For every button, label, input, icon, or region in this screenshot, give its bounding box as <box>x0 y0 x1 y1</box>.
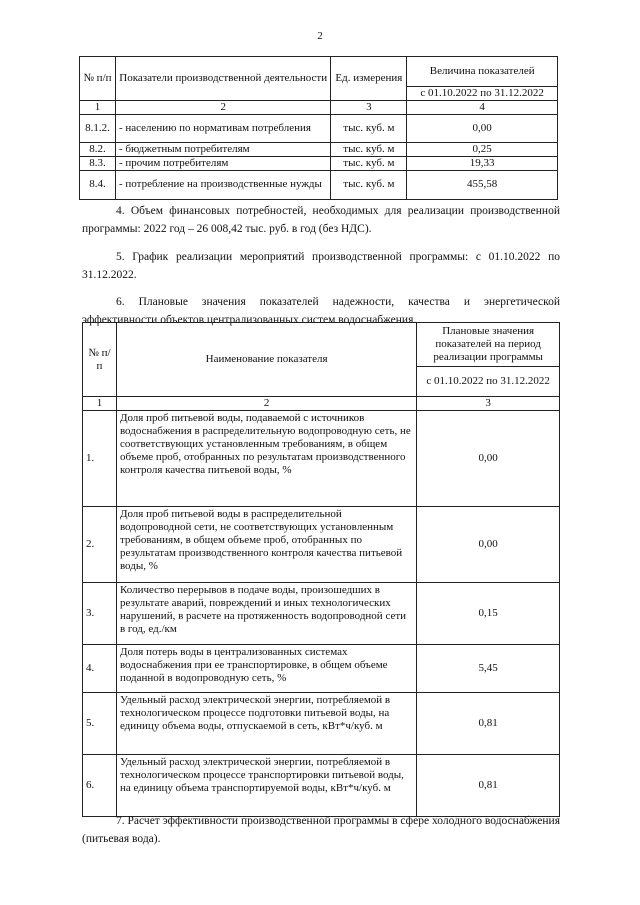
table-row <box>83 754 560 816</box>
col-number: 2 <box>116 397 416 411</box>
header-unit: Ед. измерения <box>331 57 407 101</box>
paragraph-6: 6. Плановые значения показателей надежности, качества и энергетической эффективности объектов централизованных систем водоснабжения. <box>82 296 560 326</box>
production-indicators-table <box>79 56 558 200</box>
row-name: Количество перерывов в подаче воды, произошедших в результате аварий, повреждений и иных технологических нарушений, в расчете на протяженность водопроводной сети в год, ед./км <box>116 582 416 644</box>
row-unit: тыс. куб. м <box>331 170 407 199</box>
table-header-row <box>80 57 558 87</box>
row-unit: тыс. куб. м <box>331 156 407 170</box>
row-num: 8.1.2. <box>80 114 116 142</box>
row-name: - потребление на производственные нужды <box>115 170 330 199</box>
paragraph-7: 7. Расчет эффективности производственной программы в сфере холодного водоснабжения (питьевая вода). <box>82 815 560 845</box>
row-name: - бюджетным потребителям <box>115 142 330 156</box>
table-row <box>80 156 558 170</box>
page-number: 2 <box>317 30 323 42</box>
row-unit: тыс. куб. м <box>331 142 407 156</box>
header-num: № п/п <box>80 57 116 101</box>
row-value: 0,25 <box>407 142 558 156</box>
table-row <box>83 644 560 692</box>
col-number: 3 <box>417 397 560 411</box>
row-name: Доля проб питьевой воды, подаваемой с источников водоснабжения в распределительную водопроводную сеть, не соответствующих установленным требованиям, в общем объеме проб, отобранных по результатам производственного контроля качества питьевой воды, % <box>116 410 416 506</box>
row-name: - населению по нормативам потребления <box>115 114 330 142</box>
row-value: 0,00 <box>417 506 560 582</box>
table-row <box>83 506 560 582</box>
column-number-row <box>80 100 558 114</box>
row-value: 0,81 <box>417 754 560 816</box>
row-value: 0,00 <box>417 410 560 506</box>
header-value-title: Плановые значения показателей на период реализации программы <box>417 323 560 367</box>
row-name: Удельный расход электрической энергии, потребляемой в технологическом процессе транспортировки питьевой воды, на единицу объема транспортируемой воды, кВт*ч/куб. м <box>116 754 416 816</box>
paragraph-5: 5. График реализации мероприятий производственной программы: с 01.10.2022 по 31.12.2022. <box>82 251 560 281</box>
row-value: 0,15 <box>417 582 560 644</box>
table-row <box>83 692 560 754</box>
col-number: 3 <box>331 100 407 114</box>
row-num: 8.4. <box>80 170 116 199</box>
paragraph-4: 4. Объем финансовых потребностей, необходимых для реализации производственной программы: 2022 год – 26 008,42 тыс. руб. в год (без НДС). <box>82 205 560 235</box>
row-num: 4. <box>83 644 117 692</box>
row-name: - прочим потребителям <box>115 156 330 170</box>
row-num: 8.2. <box>80 142 116 156</box>
col-number: 4 <box>407 100 558 114</box>
table-row <box>80 170 558 199</box>
row-num: 6. <box>83 754 117 816</box>
row-value: 455,58 <box>407 170 558 199</box>
row-num: 1. <box>83 410 117 506</box>
row-num: 5. <box>83 692 117 754</box>
header-name: Показатели производственной деятельности <box>115 57 330 101</box>
header-value-title: Величина показателей <box>407 57 558 87</box>
header-num: № п/п <box>83 323 117 397</box>
table-row <box>83 410 560 506</box>
row-value: 0,81 <box>417 692 560 754</box>
table-header-row <box>83 323 560 367</box>
row-num: 8.3. <box>80 156 116 170</box>
table-row <box>83 582 560 644</box>
row-num: 2. <box>83 506 117 582</box>
column-number-row <box>83 397 560 411</box>
header-value-period: с 01.10.2022 по 31.12.2022 <box>407 87 558 101</box>
header-value-period: с 01.10.2022 по 31.12.2022 <box>417 367 560 397</box>
row-value: 19,33 <box>407 156 558 170</box>
row-name: Доля потерь воды в централизованных системах водоснабжения при ее транспортировке, в общем объеме поданной в водопроводную сеть, % <box>116 644 416 692</box>
header-name: Наименование показателя <box>116 323 416 397</box>
col-number: 2 <box>115 100 330 114</box>
table-row <box>80 142 558 156</box>
col-number: 1 <box>80 100 116 114</box>
table-row <box>80 114 558 142</box>
row-value: 0,00 <box>407 114 558 142</box>
reliability-indicators-table <box>82 322 560 817</box>
row-name: Удельный расход электрической энергии, потребляемой в технологическом процессе подготовки питьевой воды, на единицу объема воды, отпускаемой в сеть, кВт*ч/куб. м <box>116 692 416 754</box>
row-name: Доля проб питьевой воды в распределительной водопроводной сети, не соответствующих установленным требованиям, в общем объеме проб, отобранных по результатам производственного контроля качества питьевой воды, % <box>116 506 416 582</box>
row-unit: тыс. куб. м <box>331 114 407 142</box>
col-number: 1 <box>83 397 117 411</box>
row-value: 5,45 <box>417 644 560 692</box>
row-num: 3. <box>83 582 117 644</box>
